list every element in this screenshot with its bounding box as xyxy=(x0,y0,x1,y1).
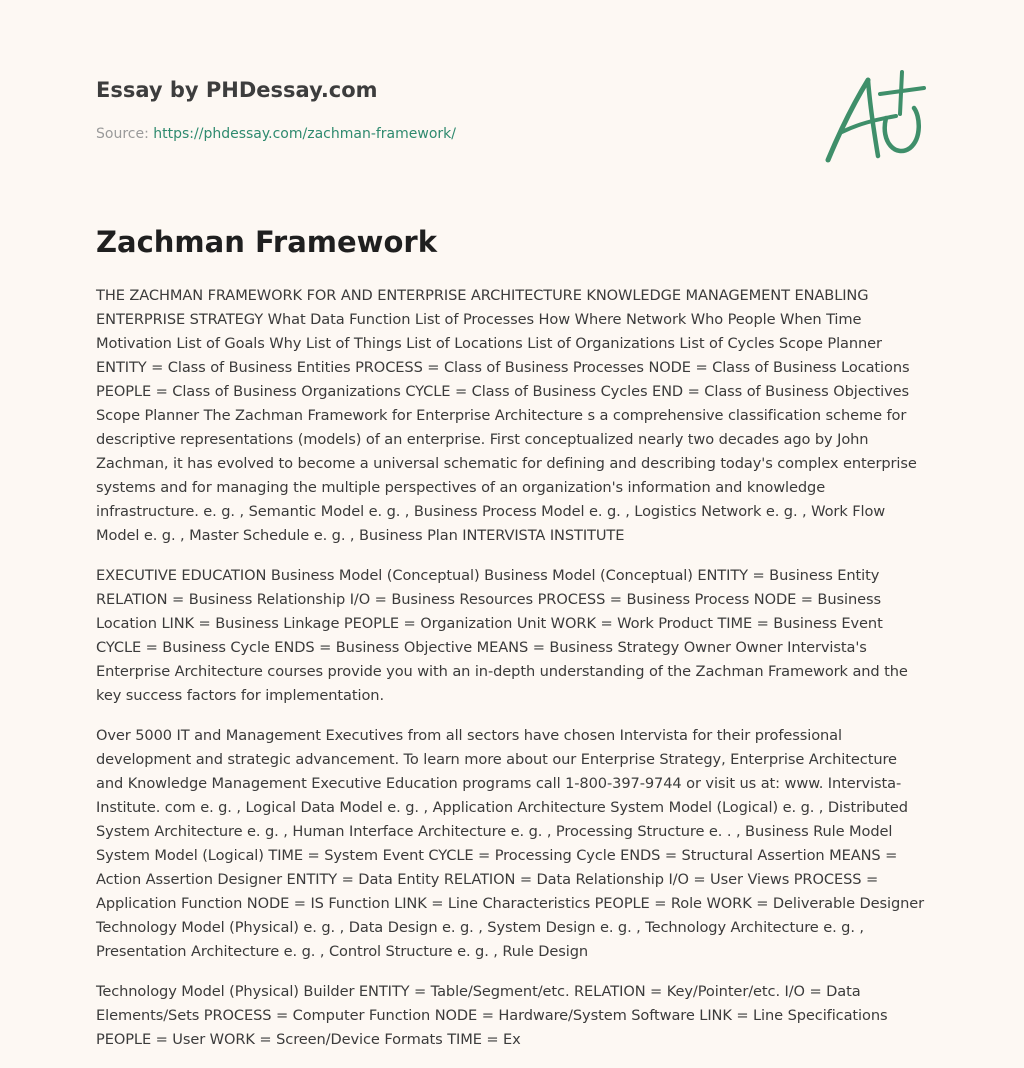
source-link[interactable]: https://phdessay.com/zachman-framework/ xyxy=(153,126,456,142)
a-plus-logo-icon xyxy=(818,66,930,166)
article-body xyxy=(96,284,928,1068)
article-title: Zachman Framework xyxy=(96,225,437,259)
source-label: Source: xyxy=(96,126,149,142)
article-paragraph: EXECUTIVE EDUCATION Business Model (Conceptual) Business Model (Conceptual) ENTITY = Business Entity RELATION = Business Relationship I/O = Business Resources PROCESS = Business Process NODE = Business Location LINK = Business Linkage PEOPLE = Organization Unit WORK = Work Product TIME = Business Event CYCLE = Business Cycle ENDS = Business Objective MEANS = Business Strategy Owner Owner Intervista's Enterprise Architecture courses provide you with an in-depth understanding of the Zachman Framework and the key success factors for implementation. xyxy=(96,567,908,704)
article-paragraph: Over 5000 IT and Management Executives from all sectors have chosen Intervista for their professional development and strategic advancement. To learn more about our Enterprise Strategy, Enterprise Architecture and Knowledge Management Executive Education programs call 1-800-397-9744 or visit us at: www. Intervista-Institute. com e. g. , Logical Data Model e. g. , Application Architecture System Model (Logical) e. g. , Distributed System Architecture e. g. , Human Interface Architecture e. g. , Processing Structure e. . , Business Rule Model System Model (Logical) TIME = System Event CYCLE = Processing Cycle ENDS = Structural Assertion MEANS = Action Assertion Designer ENTITY = Data Entity RELATION = Data Relationship I/O = User Views PROCESS = Application Function NODE = IS Function LINK = Line Characteristics PEOPLE = Role WORK = Deliverable Designer Technology Model (Physical) e. g. , Data Design e. g. , System Design e. g. , Technology Architecture e. g. , Presentation Architecture e. g. , Control Structure e. g. , Rule Design xyxy=(96,727,925,960)
article-paragraph: Technology Model (Physical) Builder ENTITY = Table/Segment/etc. RELATION = Key/Pointer/etc. I/O = Data Elements/Sets PROCESS = Computer Function NODE = Hardware/System Software LINK = Line Specifications PEOPLE = User WORK = Screen/Device Formats TIME = Ex xyxy=(96,983,888,1048)
page-header xyxy=(96,76,796,144)
article-paragraph: THE ZACHMAN FRAMEWORK FOR AND ENTERPRISE ARCHITECTURE KNOWLEDGE MANAGEMENT ENABLING ENTERPRISE STRATEGY What Data Function List of Processes How Where Network Who People When Time Motivation List of Goals Why List of Things List of Locations List of Organizations List of Cycles Scope Planner ENTITY = Class of Business Entities PROCESS = Class of Business Processes NODE = Class of Business Locations PEOPLE = Class of Business Organizations CYCLE = Class of Business Cycles END = Class of Business Objectives Scope Planner The Zachman Framework for Enterprise Architecture s a comprehensive classification scheme for descriptive representations (models) of an enterprise. First conceptualized nearly two decades ago by John Zachman, it has evolved to become a universal schematic for defining and describing today's complex enterprise systems and for managing the multiple perspectives of an organization's information and knowledge infrastructure. e. g. , Semantic Model e. g. , Business Process Model e. g. , Logistics Network e. g. , Work Flow Model e. g. , Master Schedule e. g. , Business Plan INTERVISTA INSTITUTE xyxy=(96,287,917,544)
source-line xyxy=(96,124,796,144)
site-title: Essay by PHDessay.com xyxy=(96,78,378,102)
